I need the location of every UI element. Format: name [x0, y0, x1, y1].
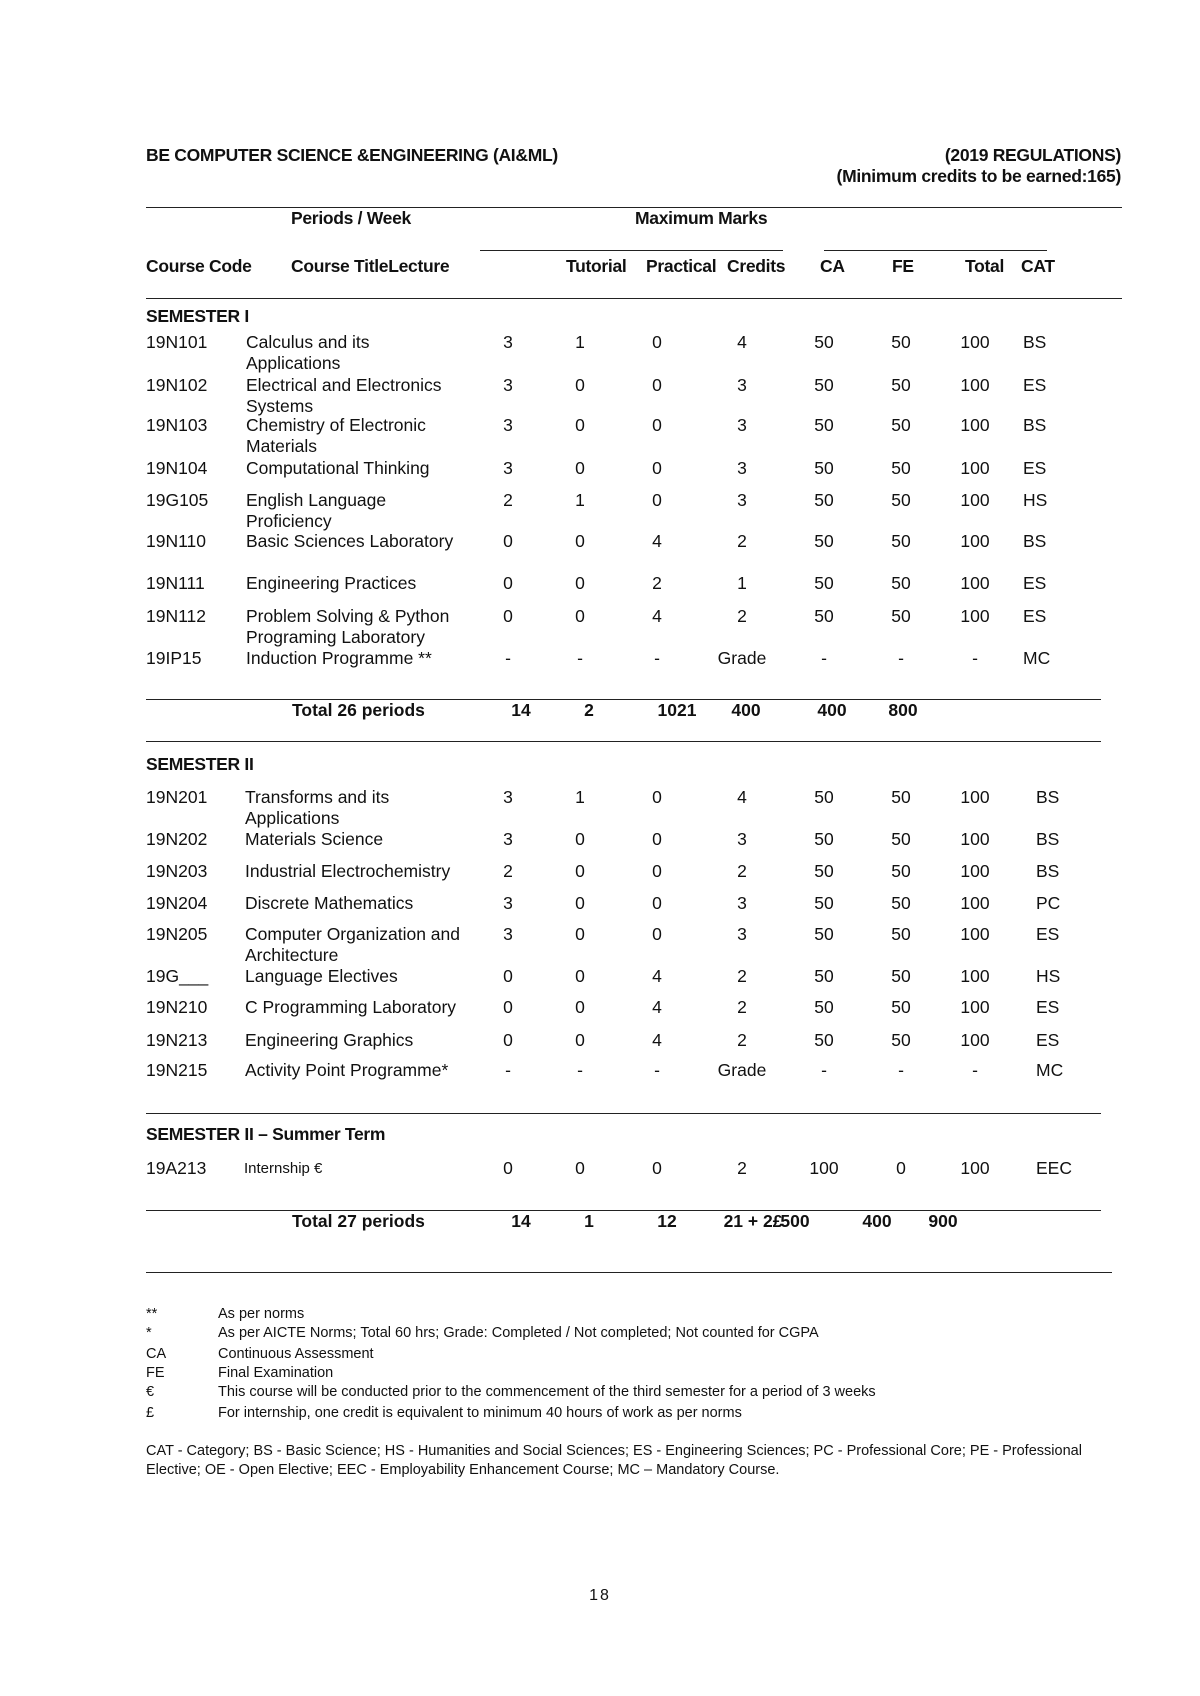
course-value: 2	[503, 490, 513, 510]
course-value: 50	[814, 966, 834, 986]
course-value: 0	[896, 1158, 906, 1178]
course-value: 50	[891, 531, 911, 551]
footnote-symbol: £	[146, 1405, 155, 1421]
course-value: 50	[891, 490, 911, 510]
course-value: 2	[737, 531, 747, 551]
course-category: PC	[1036, 893, 1061, 913]
course-value: -	[972, 1060, 978, 1080]
course-value: 50	[891, 606, 911, 626]
course-category: HS	[1023, 490, 1048, 510]
course-category: BS	[1023, 415, 1047, 435]
course-value: 0	[503, 531, 513, 551]
course-code: 19N112	[146, 606, 207, 626]
course-value: 50	[891, 893, 911, 913]
course-value: 4	[652, 606, 662, 626]
periods-week-label: Periods / Week	[291, 208, 411, 228]
course-category: ES	[1036, 1030, 1060, 1050]
course-value: 0	[652, 829, 662, 849]
course-value: 0	[575, 893, 585, 913]
course-value: 100	[960, 966, 990, 986]
course-category: EEC	[1036, 1158, 1072, 1178]
course-value: 3	[503, 458, 513, 478]
course-value: 50	[814, 375, 834, 395]
course-value: 0	[503, 966, 513, 986]
course-category: ES	[1023, 573, 1047, 593]
course-value: 2	[652, 573, 662, 593]
course-category: MC	[1023, 648, 1051, 668]
course-category: BS	[1036, 861, 1060, 881]
course-value: 0	[575, 458, 585, 478]
course-code: 19N202	[146, 829, 208, 849]
course-value: 0	[575, 829, 585, 849]
course-code: 19N215	[146, 1060, 208, 1080]
course-value: 1	[575, 490, 585, 510]
course-value: 50	[891, 1030, 911, 1050]
total-value: 400	[731, 700, 761, 720]
course-title: Induction Programme **	[246, 648, 432, 668]
course-value: 2	[737, 966, 747, 986]
program-title: BE COMPUTER SCIENCE &ENGINEERING (AI&ML)	[146, 145, 558, 165]
total-value: 14	[511, 1211, 531, 1231]
course-title: Electrical and Electronics Systems	[246, 375, 442, 416]
rule	[480, 250, 783, 251]
course-value: 50	[891, 966, 911, 986]
course-code: 19N210	[146, 997, 208, 1017]
course-value: 3	[503, 893, 513, 913]
footnote-text: As per AICTE Norms; Total 60 hrs; Grade: Completed / Not completed; Not counted for CGPA	[218, 1325, 819, 1341]
course-value: 3	[503, 787, 513, 807]
course-value: 0	[652, 375, 662, 395]
minimum-credits: (Minimum credits to be earned:165)	[836, 166, 1121, 186]
course-value: -	[577, 1060, 583, 1080]
footnote-symbol: **	[146, 1306, 158, 1322]
course-title: Internship €	[244, 1160, 323, 1177]
course-value: 50	[891, 997, 911, 1017]
column-header: Course TitleLecture	[291, 256, 450, 276]
course-title: Engineering Practices	[246, 573, 417, 593]
footnote-text: As per norms	[218, 1306, 305, 1322]
course-value: 3	[737, 924, 747, 944]
footnote-text: This course will be conducted prior to the commencement of the third semester for a period of 3 weeks	[218, 1384, 876, 1400]
course-value: 50	[814, 924, 834, 944]
course-value: 50	[891, 573, 911, 593]
course-value: 50	[814, 861, 834, 881]
course-value: 2	[737, 1158, 747, 1178]
footnote-symbol: CA	[146, 1346, 167, 1362]
course-value: -	[654, 1060, 660, 1080]
course-value: 2	[737, 861, 747, 881]
course-value: Grade	[717, 648, 767, 668]
course-value: 50	[814, 458, 834, 478]
course-value: 100	[960, 606, 990, 626]
course-value: 100	[960, 458, 990, 478]
course-value: 1	[575, 332, 585, 352]
course-category: BS	[1036, 787, 1060, 807]
footnote-text: Continuous Assessment	[218, 1346, 374, 1362]
course-value: 0	[575, 573, 585, 593]
total-value: 12	[657, 1211, 677, 1231]
course-title: Calculus and its Applications	[246, 332, 370, 373]
course-value: 3	[737, 490, 747, 510]
course-value: 3	[737, 458, 747, 478]
footnote-symbol: €	[146, 1384, 155, 1400]
course-value: -	[821, 1060, 827, 1080]
course-value: -	[505, 1060, 511, 1080]
course-value: 0	[652, 1158, 662, 1178]
course-value: 50	[891, 458, 911, 478]
course-value: 50	[891, 415, 911, 435]
total-value: 400	[817, 700, 847, 720]
course-value: -	[505, 648, 511, 668]
course-code: 19N101	[146, 332, 208, 352]
course-value: 0	[503, 1030, 513, 1050]
course-title: English Language Proficiency	[246, 490, 387, 531]
course-value: -	[972, 648, 978, 668]
course-category: ES	[1036, 924, 1060, 944]
total-value: 14	[511, 700, 531, 720]
course-code: 19G___	[146, 966, 209, 986]
course-value: 100	[960, 997, 990, 1017]
course-value: 50	[891, 924, 911, 944]
course-code: 19N205	[146, 924, 208, 944]
course-title: Computational Thinking	[246, 458, 430, 478]
course-value: 0	[575, 861, 585, 881]
course-title: Computer Organization and Architecture	[245, 924, 460, 965]
course-value: 0	[575, 966, 585, 986]
rule	[146, 1210, 1101, 1211]
course-title: Chemistry of Electronic Materials	[246, 415, 426, 456]
course-title: Transforms and its Applications	[245, 787, 390, 828]
course-value: 3	[503, 415, 513, 435]
course-value: -	[654, 648, 660, 668]
column-header: Course Code	[146, 256, 252, 276]
course-value: 50	[814, 787, 834, 807]
course-value: 3	[503, 829, 513, 849]
course-value: 0	[503, 606, 513, 626]
course-value: 0	[503, 997, 513, 1017]
total-value: 1	[584, 1211, 594, 1231]
course-value: 0	[503, 573, 513, 593]
course-value: 2	[737, 606, 747, 626]
column-header: Tutorial	[566, 256, 627, 276]
course-value: 1	[575, 787, 585, 807]
course-code: 19N110	[146, 531, 207, 551]
footnote-symbol: *	[146, 1325, 152, 1341]
course-value: 0	[575, 997, 585, 1017]
course-value: 2	[737, 1030, 747, 1050]
category-legend: CAT - Category; BS - Basic Science; HS - Humanities and Social Sciences; ES - Engineering Sciences; PC - Professional Core; PE - Professional Elective; OE - Open Elective; EEC - Employability Enhancement Course; MC – Mandatory Course.	[146, 1443, 1082, 1478]
course-code: 19N203	[146, 861, 208, 881]
course-value: 0	[575, 375, 585, 395]
course-value: 50	[891, 332, 911, 352]
course-value: 3	[503, 924, 513, 944]
course-title: C Programming Laboratory	[245, 997, 457, 1017]
course-value: 100	[960, 893, 990, 913]
course-value: 0	[575, 1158, 585, 1178]
course-value: 0	[652, 458, 662, 478]
course-value: 0	[575, 415, 585, 435]
course-value: 100	[809, 1158, 839, 1178]
total-value: 500	[780, 1211, 810, 1231]
course-value: 50	[814, 606, 834, 626]
course-value: 100	[960, 861, 990, 881]
total-value: 21 + 2£	[723, 1211, 783, 1231]
semester-title: SEMESTER I	[146, 306, 249, 326]
course-code: 19N103	[146, 415, 208, 435]
course-value: 0	[652, 415, 662, 435]
course-code: 19IP15	[146, 648, 202, 668]
total-value: Total 26 periods	[292, 700, 425, 720]
course-category: BS	[1023, 332, 1047, 352]
rule	[146, 1113, 1101, 1114]
column-header: CAT	[1021, 256, 1055, 276]
course-title: Discrete Mathematics	[245, 893, 414, 913]
course-value: 50	[814, 332, 834, 352]
semester-title: SEMESTER II – Summer Term	[146, 1124, 386, 1144]
course-value: -	[898, 1060, 904, 1080]
course-value: 50	[891, 787, 911, 807]
course-value: 100	[960, 787, 990, 807]
course-value: 50	[814, 531, 834, 551]
course-value: 0	[575, 531, 585, 551]
course-value: 0	[575, 924, 585, 944]
course-value: 0	[652, 924, 662, 944]
course-value: 100	[960, 573, 990, 593]
course-title: Problem Solving & Python Programing Laboratory	[246, 606, 450, 647]
course-code: 19N204	[146, 893, 208, 913]
course-value: 3	[503, 332, 513, 352]
page-number: 18	[589, 1587, 611, 1604]
course-value: 50	[814, 490, 834, 510]
footnote-text: For internship, one credit is equivalent to minimum 40 hours of work as per norms	[218, 1405, 742, 1421]
rule	[146, 741, 1101, 742]
column-header: Credits	[727, 256, 786, 276]
course-value: 0	[575, 1030, 585, 1050]
course-category: BS	[1036, 829, 1060, 849]
course-value: 0	[652, 332, 662, 352]
course-category: ES	[1023, 458, 1047, 478]
semester-title: SEMESTER II	[146, 754, 254, 774]
course-value: 0	[575, 606, 585, 626]
course-value: 50	[814, 893, 834, 913]
course-value: -	[577, 648, 583, 668]
course-value: 4	[737, 332, 747, 352]
course-value: 4	[652, 1030, 662, 1050]
course-value: 0	[652, 861, 662, 881]
course-category: ES	[1036, 997, 1060, 1017]
course-value: 3	[737, 415, 747, 435]
column-header: Total	[965, 256, 1005, 276]
course-title: Language Electives	[245, 966, 398, 986]
course-value: 100	[960, 415, 990, 435]
course-category: HS	[1036, 966, 1061, 986]
course-value: Grade	[717, 1060, 767, 1080]
course-value: 4	[652, 997, 662, 1017]
course-title: Basic Sciences Laboratory	[246, 531, 454, 551]
maximum-marks-label: Maximum Marks	[635, 208, 768, 228]
total-value: 1021	[657, 700, 697, 720]
course-value: 100	[960, 490, 990, 510]
course-value: 100	[960, 924, 990, 944]
course-code: 19N102	[146, 375, 208, 395]
course-value: 100	[960, 332, 990, 352]
course-value: 50	[814, 573, 834, 593]
course-category: ES	[1023, 375, 1047, 395]
course-code: 19N201	[146, 787, 208, 807]
course-code: 19N104	[146, 458, 208, 478]
course-value: 1	[737, 573, 747, 593]
course-value: 3	[737, 893, 747, 913]
rule	[146, 298, 1122, 299]
rule	[146, 1272, 1112, 1273]
total-value: 2	[584, 700, 594, 720]
course-value: 0	[503, 1158, 513, 1178]
course-value: 4	[737, 787, 747, 807]
course-title: Materials Science	[245, 829, 384, 849]
course-category: ES	[1023, 606, 1047, 626]
course-code: 19A213	[146, 1158, 207, 1178]
course-value: 50	[814, 415, 834, 435]
course-category: BS	[1023, 531, 1047, 551]
course-value: 50	[814, 829, 834, 849]
course-value: 100	[960, 375, 990, 395]
course-value: 50	[891, 829, 911, 849]
course-title: Engineering Graphics	[245, 1030, 414, 1050]
course-value: 100	[960, 1030, 990, 1050]
course-category: MC	[1036, 1060, 1064, 1080]
total-value: 400	[862, 1211, 892, 1231]
course-value: -	[821, 648, 827, 668]
rule	[824, 250, 1047, 251]
column-header: Practical	[646, 256, 717, 276]
course-value: 3	[503, 375, 513, 395]
course-title: Activity Point Programme*	[245, 1060, 449, 1080]
course-value: -	[898, 648, 904, 668]
course-value: 0	[652, 490, 662, 510]
course-value: 50	[891, 375, 911, 395]
column-header: FE	[892, 256, 914, 276]
course-value: 3	[737, 829, 747, 849]
course-value: 2	[737, 997, 747, 1017]
course-value: 4	[652, 531, 662, 551]
course-value: 100	[960, 829, 990, 849]
course-value: 100	[960, 531, 990, 551]
course-code: 19N213	[146, 1030, 208, 1050]
course-code: 19N111	[146, 573, 205, 593]
regulations: (2019 REGULATIONS)	[944, 145, 1121, 165]
course-code: 19G105	[146, 490, 209, 510]
total-value: 800	[888, 700, 918, 720]
course-value: 50	[891, 861, 911, 881]
footnote-symbol: FE	[146, 1365, 165, 1381]
rule	[146, 699, 1101, 700]
course-value: 50	[814, 1030, 834, 1050]
course-value: 3	[737, 375, 747, 395]
course-value: 100	[960, 1158, 990, 1178]
total-value: Total 27 periods	[292, 1211, 425, 1231]
course-value: 4	[652, 966, 662, 986]
course-value: 2	[503, 861, 513, 881]
total-value: 900	[928, 1211, 958, 1231]
course-value: 0	[652, 787, 662, 807]
column-header: CA	[820, 256, 845, 276]
footnote-text: Final Examination	[218, 1365, 334, 1381]
course-value: 0	[652, 893, 662, 913]
course-value: 50	[814, 997, 834, 1017]
course-title: Industrial Electrochemistry	[245, 861, 451, 881]
